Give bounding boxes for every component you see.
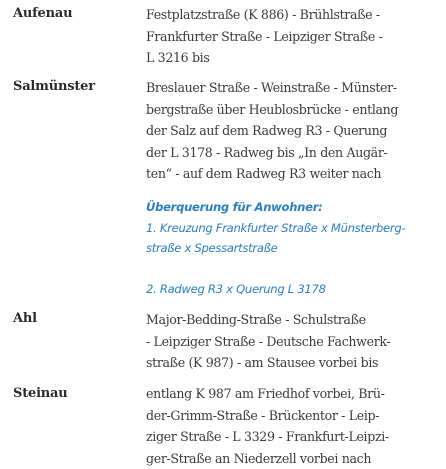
route-description <box>146 4 442 69</box>
place-name: Steinau <box>13 386 68 401</box>
route-line: ten“ - auf dem Radweg R3 weiter nach <box>146 163 442 185</box>
route-line: L 3216 bis <box>146 47 442 69</box>
route-line: Major-Bedding-Straße - Schulstraße <box>146 309 442 331</box>
place-name: Ahl <box>13 311 37 326</box>
route-description <box>146 383 442 469</box>
note-heading: Überquerung für Anwohner: <box>146 197 444 218</box>
route-line: Breslauer Straße - Weinstraße - Münster- <box>146 77 442 99</box>
route-line: entlang K 987 am Friedhof vorbei, Brü- <box>146 383 442 405</box>
route-line: der L 3178 - Radweg bis „In den Augär- <box>146 142 442 164</box>
route-description <box>146 77 442 185</box>
route-line: - Leipziger Straße - Deutsche Fachwerk- <box>146 331 442 353</box>
route-line: Frankfurter Straße - Leipziger Straße - <box>146 26 442 48</box>
crossing-note-item-2 <box>146 279 444 300</box>
route-line: der Salz auf dem Radweg R3 - Querung <box>146 120 442 142</box>
route-line: Festplatzstraße (K 886) - Brühlstraße - <box>146 4 442 26</box>
route-description <box>146 309 442 374</box>
route-line: straße (K 987) - am Stausee vorbei bis <box>146 352 442 374</box>
place-name: Salmünster <box>13 79 95 94</box>
crossing-note <box>146 197 444 259</box>
route-line: ziger Straße - L 3329 - Frankfurt-Leipzi- <box>146 426 442 448</box>
note-item-line: 2. Radweg R3 x Querung L 3178 <box>146 279 444 300</box>
route-line: bergstraße über Heublosbrücke - entlang <box>146 99 442 121</box>
place-name: Aufenau <box>13 6 72 21</box>
route-line: ger-Straße an Niederzell vorbei nach <box>146 448 442 469</box>
route-line: der-Grimm-Straße - Brückentor - Leip- <box>146 405 442 427</box>
note-item-line: 1. Kreuzung Frankfurter Straße x Münsterberg- <box>146 218 444 239</box>
note-item-line: straße x Spessartstraße <box>146 238 444 259</box>
